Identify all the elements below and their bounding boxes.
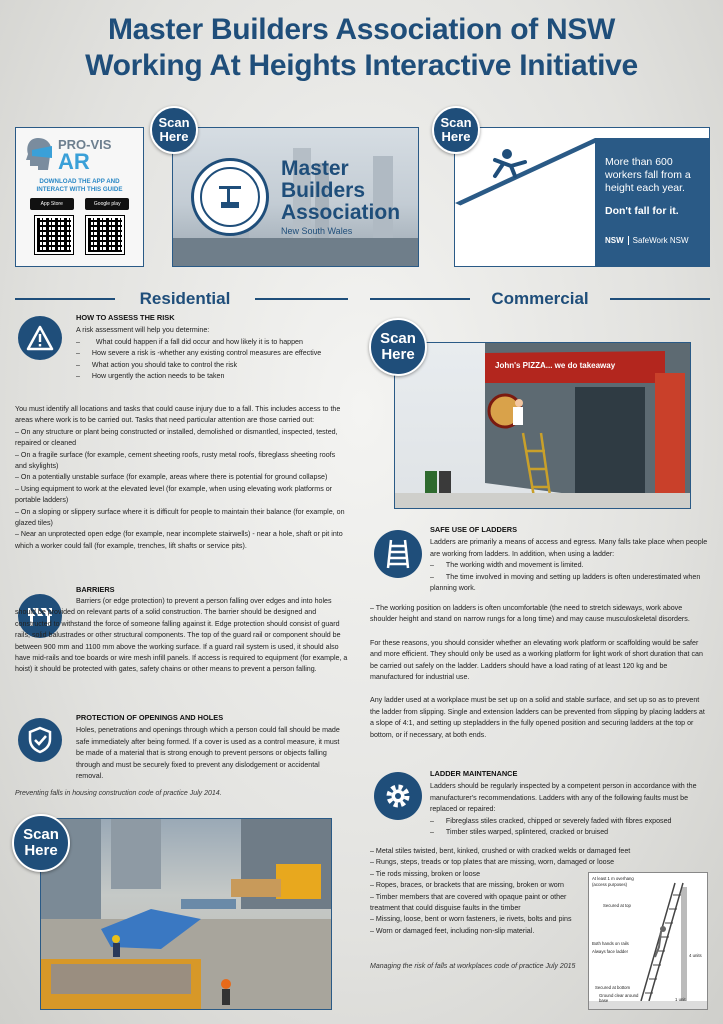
maint-item: – Worn or damaged feet, including non-slip material. bbox=[370, 926, 582, 937]
ladders-more bbox=[370, 603, 710, 741]
safework-stat: More than 600 workers fall from a height each year. bbox=[605, 156, 691, 194]
title-line-1: Master Builders Association of NSW bbox=[107, 13, 616, 46]
identify-text: You must identify all locations and tasks that could cause injury due to a fall. This includes access to the areas where work is to be carried out. Tasks that need particular attention are those carried out: bbox=[15, 405, 341, 425]
googleplay-button[interactable]: Google play bbox=[85, 198, 129, 210]
commercial-rule-right bbox=[610, 298, 710, 300]
commercial-citation: Managing the risk of falls at workplaces code of practice July 2015 bbox=[370, 963, 576, 970]
diagram-four-units: 4 units bbox=[689, 953, 702, 958]
googleplay-qr-code bbox=[86, 216, 124, 254]
diagram-label-top: At least 1 m overhang (access purposes) bbox=[592, 876, 634, 887]
mba-line-2: Builders bbox=[281, 179, 366, 202]
risk-section bbox=[76, 312, 348, 382]
ladder-icon-circle bbox=[374, 530, 422, 578]
maint-section bbox=[430, 768, 710, 838]
ladders-item: The working width and movement is limited. bbox=[445, 561, 584, 570]
diagram-ground-clear: Ground clear around base bbox=[599, 993, 639, 1003]
diagram-secured-top: Secured at top bbox=[603, 903, 631, 908]
openings-title: PROTECTION OF OPENINGS AND HOLES bbox=[76, 713, 224, 722]
residential-heading: Residential bbox=[139, 289, 231, 308]
maint-item: – Timber members that are covered with opaque paint or other treatment that could disguise faults in the timber bbox=[370, 892, 582, 915]
maint-item: – Tie rods missing, broken or loose bbox=[370, 869, 582, 880]
identify-section bbox=[15, 404, 348, 552]
residential-rule-right bbox=[255, 298, 348, 300]
gear-icon-circle bbox=[374, 772, 422, 820]
construction-site-image bbox=[40, 818, 332, 1010]
shop-sign: John's PIZZA... we do takeaway bbox=[495, 361, 616, 370]
risk-item: What action you should take to control the risk bbox=[91, 360, 238, 369]
construction-scene-icon bbox=[41, 819, 332, 1010]
scan-here-badge-residential[interactable] bbox=[12, 814, 70, 872]
risk-title: HOW TO ASSESS THE RISK bbox=[76, 313, 175, 322]
maint-item: – Metal stiles twisted, bent, kinked, crushed or with cracked welds or damaged feet bbox=[370, 846, 710, 857]
risk-item: What could happen if a fall did occur and how likely it is to happen bbox=[95, 337, 303, 346]
maint-sub-item: Fibreglass stiles cracked, chipped or severely faded with fibres exposed bbox=[445, 816, 672, 825]
barriers-title: BARRIERS bbox=[76, 585, 115, 594]
identify-item: – Using equipment to work at the elevated level (for example, when using elevating work platforms or portable ladders) bbox=[15, 484, 348, 507]
commercial-rule-left bbox=[370, 298, 470, 300]
maint-item: – Ropes, braces, or brackets that are missing, broken or worn bbox=[370, 880, 582, 891]
barriers-text: Barriers (or edge protection) to prevent a person falling over edges and into holes should be provided on relevant parts of a solid construction. The barrier should be designed and constructed to withstand the force of someone falling against it. Edge protection should consist of guard rails, solid balustrades or other structural components. The top of the guard rail or component should be between 900 mm and 1100 mm above the working surface. If a guard rail system is used, it should also have mid-rails and toe boards or wire mesh infill panels. If access is required to equipment (for example, a hoist) it should be protected with gates, safety chains or other means to prevent a person falling. bbox=[15, 597, 348, 674]
identify-item: – On a potentially unstable surface (for example, areas where there is potential for ground collapse) bbox=[15, 472, 348, 483]
crane-icon bbox=[215, 182, 245, 212]
safework-card bbox=[454, 127, 710, 267]
scan-label: Scan Here bbox=[440, 115, 472, 144]
safework-brand: SafeWork NSW bbox=[632, 236, 689, 245]
safework-logo bbox=[605, 236, 689, 245]
ladders-title: SAFE USE OF LADDERS bbox=[430, 525, 518, 534]
scan-label: Scan Here bbox=[380, 330, 416, 363]
maint-text: Ladders should be regularly inspected by a competent person in accordance with the manufacturer's recommendations. Ladders with any of the following faults must be replaced or repaired: bbox=[430, 782, 697, 814]
pizza-shop-image bbox=[394, 342, 691, 509]
provis-card bbox=[15, 127, 144, 267]
gear-icon bbox=[383, 781, 413, 811]
diagram-always-face: Always face ladder bbox=[592, 949, 629, 954]
identify-item: – On a sloping or slippery surface where it is difficult for people to maintain their balance (for example, on glazed tiles) bbox=[15, 507, 348, 530]
ladder-icon bbox=[384, 538, 412, 570]
ladders-para-2: For these reasons, you should consider whether an elevating work platform or scaffolding would be safer and more efficient. They should only be used as a working platform for light work of short duration that can be carried out safely on the ladder. Ladders should have a load rating of at least 120 kg and be manufactured for industrial use. bbox=[370, 638, 703, 682]
appstore-button[interactable]: App Store bbox=[30, 198, 74, 210]
maint-sub-item: Timber stiles warped, splintered, cracked or bruised bbox=[445, 828, 609, 837]
appstore-qr-code bbox=[35, 216, 73, 254]
diagram-secured-bottom: Secured at bottom bbox=[595, 985, 631, 990]
identify-item: – Near an unprotected open edge (for example, near incomplete stairwells) - near a hole, shaft or pit into which a worker could fall (for example, trenches, lift shafts or service pits). bbox=[15, 529, 348, 552]
identify-item: – On any structure or plant being constructed or installed, demolished or dismantled, inspected, tested, repaired or cleaned bbox=[15, 427, 348, 450]
title-line-2: Working At Heights Interactive Initiative bbox=[85, 49, 638, 82]
mba-card bbox=[172, 127, 419, 267]
provis-download-text: DOWNLOAD THE APP AND INTERACT WITH THIS GUIDE bbox=[36, 178, 123, 193]
risk-item: How severe a risk is -whether any existing control measures are effective bbox=[91, 349, 322, 358]
provis-head-icon bbox=[24, 136, 54, 172]
page-title bbox=[0, 12, 723, 84]
nsw-waratah-logo: NSW bbox=[605, 236, 629, 245]
warning-icon bbox=[26, 325, 54, 351]
maint-item: – Missing, loose, bent or worn fasteners, ie rivets, bolts and pins bbox=[370, 914, 582, 925]
scan-here-badge-safework[interactable] bbox=[432, 106, 480, 154]
diagram-both-hands: Both hands on rails bbox=[592, 941, 629, 946]
ladders-item: The time involved in moving and setting up ladders is often underestimated when planning work. bbox=[430, 572, 701, 593]
risk-item: How urgently the action needs to be taken bbox=[91, 372, 225, 381]
scan-label: Scan Here bbox=[158, 115, 190, 144]
openings-section bbox=[76, 712, 348, 782]
safework-tag: Don't fall for it. bbox=[605, 205, 679, 217]
mba-seal bbox=[191, 158, 269, 236]
mba-sub: New South Wales bbox=[281, 226, 353, 236]
risk-intro: A risk assessment will help you determine: bbox=[76, 326, 210, 335]
commercial-heading: Commercial bbox=[491, 289, 589, 308]
ladders-text: Ladders are primarily a means of access and egress. Many falls take place when people are working from ladders. In addition, when using a ladder: bbox=[430, 538, 708, 558]
provis-brand-sub: AR bbox=[58, 148, 90, 174]
scan-label: Scan Here bbox=[23, 826, 59, 859]
scan-here-badge-commercial[interactable] bbox=[369, 318, 427, 376]
ladders-section bbox=[430, 524, 710, 594]
mba-line-1: Master bbox=[281, 157, 349, 180]
warning-icon-circle bbox=[18, 316, 62, 360]
shield-icon-circle bbox=[18, 718, 62, 762]
diagram-one-unit: 1 unit bbox=[675, 997, 686, 1002]
provis-brand: PRO-VIS bbox=[58, 136, 112, 152]
shield-check-icon bbox=[27, 726, 53, 754]
scan-here-badge-mba[interactable] bbox=[150, 106, 198, 154]
maint-title: LADDER MAINTENANCE bbox=[430, 769, 518, 778]
ladders-para-3: Any ladder used at a workplace must be set up on a solid and stable surface, and set up so as to prevent the ladder from slipping. Single and extension ladders can be prevented from slipping by placing ladders at a slope of 4:1, and setting up stepladders in the fully opened position and securing ladders at the top or bottom, or if necessary, at both ends. bbox=[370, 696, 705, 739]
identify-item: – On a fragile surface (for example, cement sheeting roofs, rusty metal roofs, fibreglass sheeting roofs and skylights) bbox=[15, 450, 348, 473]
mba-line-3: Association bbox=[281, 201, 401, 224]
residential-rule-left bbox=[15, 298, 115, 300]
residential-citation: Preventing falls in housing construction code of practice July 2014. bbox=[15, 790, 222, 797]
maint-item: – Rungs, steps, treads or top plates that are missing, worn, damaged or loose bbox=[370, 857, 710, 868]
openings-text: Holes, penetrations and openings through which a person could fall should be made safe immediately after being formed. If a cover is used as a control measure, it must be made of a material that is strong enough to prevent persons or objects falling through and must be securely fixed to prevent any dislodgement or accidental removal. bbox=[76, 726, 340, 781]
ladders-position: – The working position on ladders is often uncomfortable (the need to stretch sideways, work above shoulder height and stand on narrow rungs for a long time) and may cause musculoskeletal disorders. bbox=[370, 603, 710, 626]
ladder-diagram bbox=[588, 872, 708, 1010]
